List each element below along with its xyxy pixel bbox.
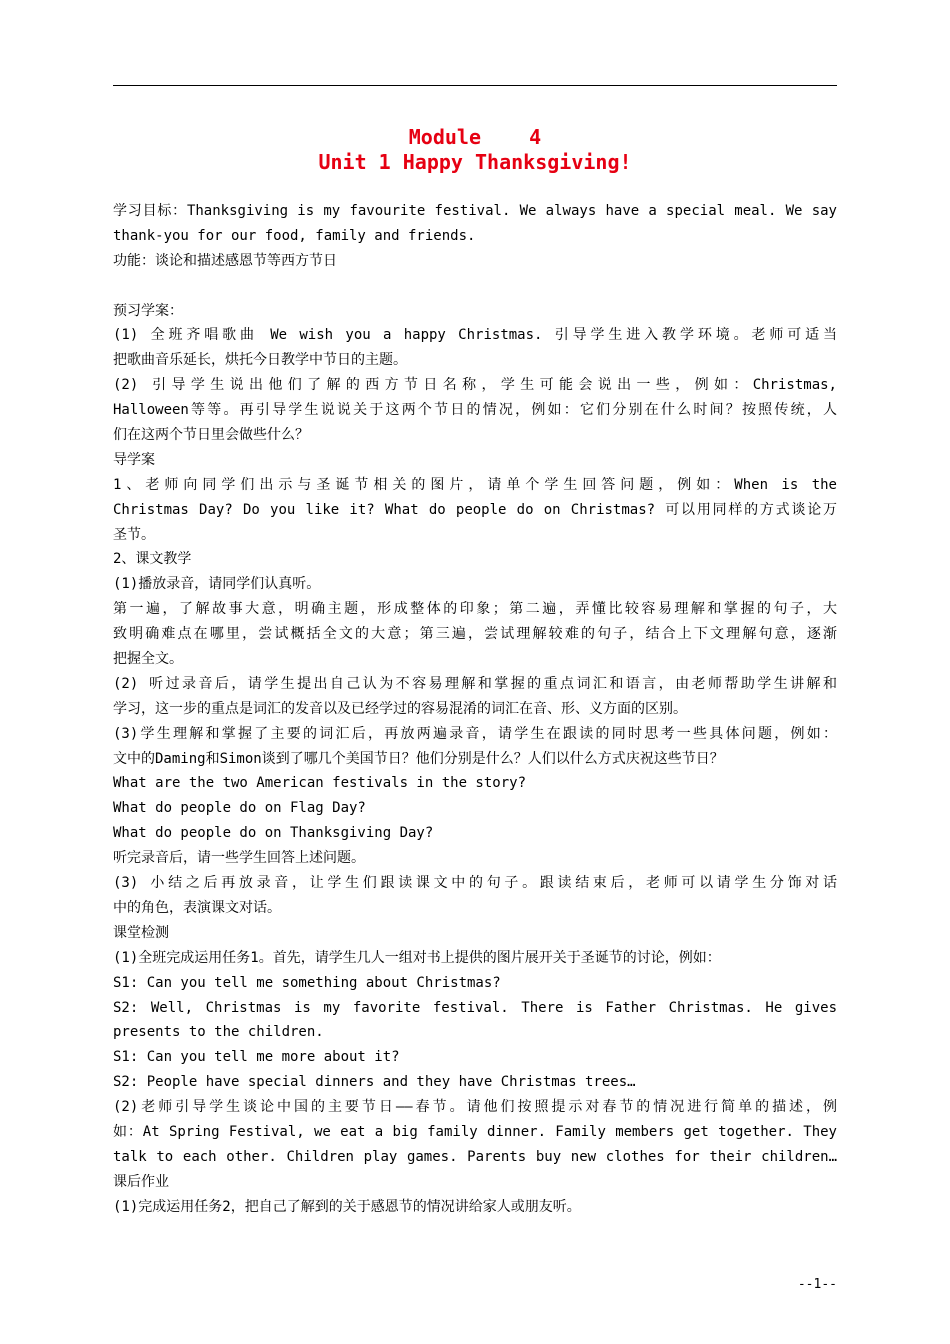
text-line: (1)全班完成运用任务1。首先，请学生几人一组对书上提供的图片展开关于圣诞节的讨论，例如： [113, 949, 721, 966]
text-line: 2、课文教学 [113, 551, 192, 568]
text-line: 把握全文。 [113, 651, 183, 668]
text-line: What are the two American festivals in the story? [113, 775, 527, 792]
unit-title: Unit 1 Happy Thanksgiving! [318, 150, 632, 174]
text-line: 1、老师向同学们出示与圣诞节相关的图片，请单个学生回答问题，例如：When is the [113, 476, 837, 493]
text-line: 文中的Daming和Simon谈到了哪几个美国节日？他们分别是什么？人们以什么方式庆祝这些节日？ [113, 750, 724, 767]
text-line: Christmas Day? Do you like it? What do people do on Christmas? 可以用同样的方式谈论万 [113, 501, 837, 518]
text-line: 第一遍，了解故事大意，明确主题，形成整体的印象；第二遍，弄懂比较容易理解和掌握的句子，大 [113, 601, 837, 618]
text-line: (1)播放录音，请同学们认真听。 [113, 576, 321, 593]
text-line: presents to the children. [113, 1024, 324, 1041]
text-line: (3)学生理解和掌握了主要的词汇后，再放两遍录音，请学生在跟读的同时思考一些具体问题，例如： [113, 725, 837, 742]
text-line: (1) 全班齐唱歌曲 We wish you a happy Christmas. 引导学生进入教学环境。老师可适当 [113, 327, 837, 344]
text-line: S1: Can you tell me more about it? [113, 1049, 400, 1066]
text-line: S2: Well, Christmas is my favorite festival. There is Father Christmas. He gives [113, 999, 837, 1016]
text-line: 课堂检测 [113, 924, 169, 941]
text-line: 致明确难点在哪里，尝试概括全文的大意；第三遍，尝试理解较难的句子，结合上下文理解句意，逐渐 [113, 626, 837, 643]
text-line: (2) 引导学生说出他们了解的西方节日名称，学生可能会说出一些，例如：Christmas, [113, 377, 837, 394]
text-line: thank-you for our food, family and friends. [113, 227, 476, 244]
text-line: 功能：谈论和描述感恩节等西方节日 [113, 252, 337, 269]
text-line: What do people do on Flag Day? [113, 800, 366, 817]
text-line: talk to each other. Children play games. Parents buy new clothes for their children… [113, 1148, 837, 1165]
text-line: 如：At Spring Festival, we eat a big family dinner. Family members get together. They [113, 1123, 837, 1140]
text-line: S2: People have special dinners and they have Christmas trees… [113, 1074, 636, 1091]
blank-line [113, 274, 837, 299]
text-line: 们在这两个节日里会做些什么？ [113, 427, 309, 444]
text-line: 课后作业 [113, 1173, 169, 1190]
page-number: --1-- [797, 1277, 837, 1292]
header-rule [113, 85, 837, 86]
text-line: 学习目标：Thanksgiving is my favourite festival. We always have a special meal. We say [113, 203, 837, 219]
module-title: Module 4 [408, 125, 542, 149]
text-line: 导学案 [113, 451, 155, 468]
text-line: (2)老师引导学生谈论中国的主要节日——春节。请他们按照提示对春节的情况进行简单的描述，例 [113, 1099, 837, 1116]
text-line: 圣节。 [113, 526, 155, 543]
document-body [113, 199, 837, 1220]
text-line: 把歌曲音乐延长，烘托今日教学中节日的主题。 [113, 352, 407, 369]
text-line: What do people do on Thanksgiving Day? [113, 825, 434, 842]
text-line: (1)完成运用任务2，把自己了解到的关于感恩节的情况讲给家人或朋友听。 [113, 1198, 581, 1215]
text-line: 预习学案： [113, 302, 183, 319]
text-line: (3) 小结之后再放录音，让学生们跟读课文中的句子。跟读结束后，老师可以请学生分饰对话 [113, 875, 837, 892]
text-line: S1: Can you tell me something about Christmas? [113, 974, 501, 991]
text-line: 听完录音后，请一些学生回答上述问题。 [113, 850, 365, 867]
text-line: 学习，这一步的重点是词汇的发音以及已经学过的容易混淆的词汇在音、形、义方面的区别。 [113, 700, 687, 717]
text-line: Halloween等等。再引导学生说说关于这两个节日的情况，例如：它们分别在什么时间？按照传统，人 [113, 402, 837, 419]
text-line: (2) 听过录音后，请学生提出自己认为不容易理解和掌握的重点词汇和语言，由老师帮助学生讲解和 [113, 675, 837, 692]
text-line: 中的角色，表演课文对话。 [113, 899, 281, 916]
